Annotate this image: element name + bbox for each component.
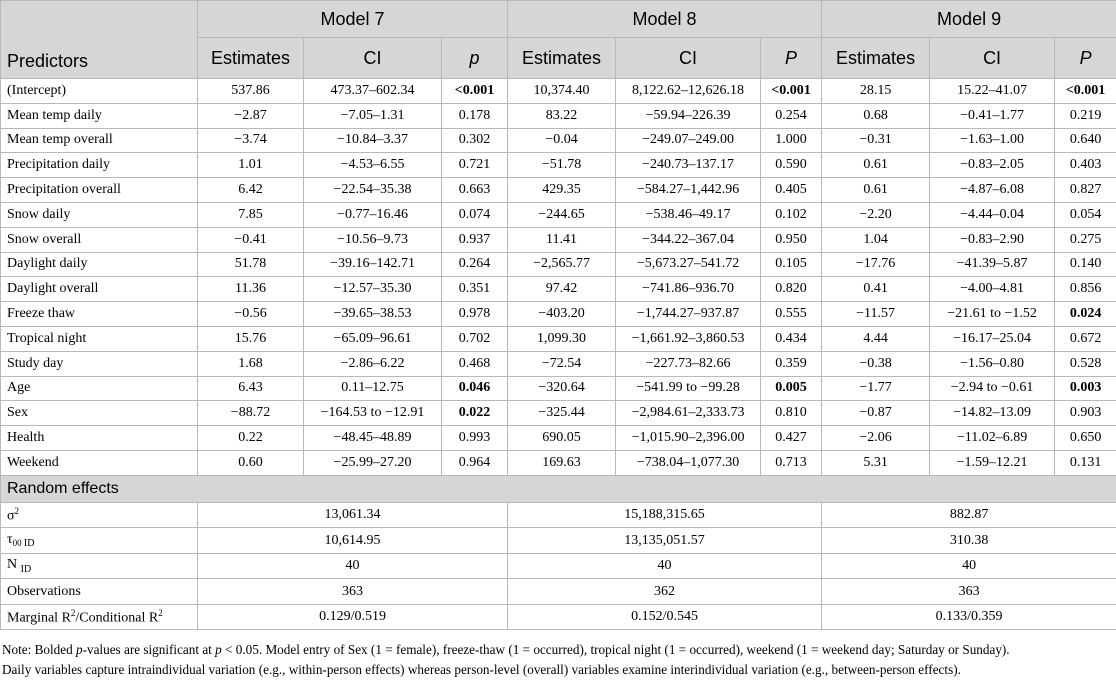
estimate-cell: −244.65: [508, 202, 616, 227]
ci-cell: −0.41–1.77: [930, 103, 1055, 128]
estimate-cell: 169.63: [508, 450, 616, 475]
observations-model-9: 363: [822, 579, 1116, 605]
ci-cell: −0.77–16.46: [304, 202, 442, 227]
estimates-header: Estimates: [508, 38, 616, 79]
estimate-cell: 15.76: [198, 326, 304, 351]
ci-cell: −4.87–6.08: [930, 178, 1055, 203]
ci-cell: −538.46–49.17: [616, 202, 761, 227]
predictor-label: Freeze thaw: [1, 302, 198, 327]
table-row: [1, 528, 1116, 554]
p-value-cell: 0.468: [442, 351, 508, 376]
p-value-cell: 0.856: [1055, 277, 1116, 302]
estimate-cell: 7.85: [198, 202, 304, 227]
predictor-label: Precipitation daily: [1, 153, 198, 178]
p-value-cell: 0.964: [442, 450, 508, 475]
ci-cell: −7.05–1.31: [304, 103, 442, 128]
p-value-cell: 0.131: [1055, 450, 1116, 475]
estimate-cell: −51.78: [508, 153, 616, 178]
p-header: P: [1055, 38, 1116, 79]
table-row: [1, 326, 1116, 351]
p-value-cell: 0.590: [761, 153, 822, 178]
estimate-cell: 5.31: [822, 450, 930, 475]
p-value-cell: 0.405: [761, 178, 822, 203]
p-value-cell: 0.427: [761, 426, 822, 451]
estimate-cell: 11.41: [508, 227, 616, 252]
p-value-cell: <0.001: [761, 79, 822, 104]
ci-cell: −10.84–3.37: [304, 128, 442, 153]
ci-cell: −584.27–1,442.96: [616, 178, 761, 203]
estimate-cell: 1,099.30: [508, 326, 616, 351]
predictor-label: Weekend: [1, 450, 198, 475]
estimate-cell: 1.68: [198, 351, 304, 376]
p-value-cell: 0.950: [761, 227, 822, 252]
table-row: [1, 252, 1116, 277]
r2-model-7: 0.129/0.519: [198, 604, 508, 630]
p-value-cell: 0.024: [1055, 302, 1116, 327]
p-value-cell: 0.403: [1055, 153, 1116, 178]
estimate-cell: 0.22: [198, 426, 304, 451]
ci-cell: −541.99 to −99.28: [616, 376, 761, 401]
random-effects-body: [1, 475, 1116, 630]
note-line-2: Daily variables capture intraindividual variation (e.g., within-person effects) whereas person-level (overall) variables examine interindividual variation (e.g., between-person effects).: [2, 660, 1116, 680]
estimate-cell: −17.76: [822, 252, 930, 277]
table-row: [1, 302, 1116, 327]
observations-label: Observations: [1, 579, 198, 605]
r2-label: Marginal $R^2$/Conditional $R^2$: [1, 604, 198, 630]
p-value-cell: 0.275: [1055, 227, 1116, 252]
ci-cell: −227.73–82.66: [616, 351, 761, 376]
sigma-label: $\sigma^2$: [1, 502, 198, 528]
estimates-header: Estimates: [198, 38, 304, 79]
fixed-effects-body: [1, 79, 1116, 476]
ci-cell: −1.59–12.21: [930, 450, 1055, 475]
estimate-cell: 28.15: [822, 79, 930, 104]
p-header: P: [761, 38, 822, 79]
estimate-cell: −320.64: [508, 376, 616, 401]
estimate-cell: 0.61: [822, 178, 930, 203]
predictor-label: Precipitation overall: [1, 178, 198, 203]
ci-cell: −738.04–1,077.30: [616, 450, 761, 475]
table-row: [1, 604, 1116, 630]
p-value-cell: <0.001: [442, 79, 508, 104]
table-row: [1, 178, 1116, 203]
estimate-cell: −403.20: [508, 302, 616, 327]
p-value-cell: 0.140: [1055, 252, 1116, 277]
ci-cell: −11.02–6.89: [930, 426, 1055, 451]
ci-cell: −4.53–6.55: [304, 153, 442, 178]
p-value-cell: 0.434: [761, 326, 822, 351]
ci-cell: −249.07–249.00: [616, 128, 761, 153]
table-row: [1, 401, 1116, 426]
ci-cell: −4.00–4.81: [930, 277, 1055, 302]
tau-model-9: 310.38: [822, 528, 1116, 554]
predictor-label: Snow daily: [1, 202, 198, 227]
p-value-cell: 0.810: [761, 401, 822, 426]
observations-model-7: 363: [198, 579, 508, 605]
tau-label: $\tau_{00 ID}$: [1, 528, 198, 554]
model-7-header: Model 7: [198, 1, 508, 38]
random-effects-title: Random effects: [1, 475, 1116, 502]
n-model-8: 40: [508, 553, 822, 579]
observations-model-8: 362: [508, 579, 822, 605]
ci-cell: −16.17–25.04: [930, 326, 1055, 351]
ci-header: CI: [616, 38, 761, 79]
estimate-cell: 11.36: [198, 277, 304, 302]
table-row: [1, 277, 1116, 302]
ci-cell: 0.11–12.75: [304, 376, 442, 401]
estimate-cell: 1.01: [198, 153, 304, 178]
p-value-cell: 0.672: [1055, 326, 1116, 351]
ci-cell: −12.57–35.30: [304, 277, 442, 302]
table-row: [1, 450, 1116, 475]
p-value-cell: 0.005: [761, 376, 822, 401]
estimate-cell: −2.87: [198, 103, 304, 128]
p-value-cell: 0.054: [1055, 202, 1116, 227]
p-value-cell: 0.022: [442, 401, 508, 426]
predictor-label: Daylight daily: [1, 252, 198, 277]
ci-cell: −1,744.27–937.87: [616, 302, 761, 327]
p-value-cell: 0.351: [442, 277, 508, 302]
ci-cell: −2.86–6.22: [304, 351, 442, 376]
ci-cell: −10.56–9.73: [304, 227, 442, 252]
p-value-cell: 0.702: [442, 326, 508, 351]
p-value-cell: 0.937: [442, 227, 508, 252]
estimate-cell: 537.86: [198, 79, 304, 104]
p-header: p: [442, 38, 508, 79]
p-value-cell: 0.359: [761, 351, 822, 376]
estimate-cell: 1.04: [822, 227, 930, 252]
table-row: [1, 351, 1116, 376]
ci-cell: −741.86–936.70: [616, 277, 761, 302]
tau-model-7: 10,614.95: [198, 528, 508, 554]
predictor-label: Mean temp daily: [1, 103, 198, 128]
table-row: [1, 79, 1116, 104]
p-value-cell: 0.102: [761, 202, 822, 227]
predictor-label: Health: [1, 426, 198, 451]
estimate-cell: 97.42: [508, 277, 616, 302]
estimate-cell: 0.41: [822, 277, 930, 302]
predictor-label: Tropical night: [1, 326, 198, 351]
estimate-cell: 429.35: [508, 178, 616, 203]
estimate-cell: −325.44: [508, 401, 616, 426]
ci-cell: −240.73–137.17: [616, 153, 761, 178]
ci-cell: −2,984.61–2,333.73: [616, 401, 761, 426]
p-value-cell: 0.074: [442, 202, 508, 227]
ci-cell: −0.83–2.05: [930, 153, 1055, 178]
sigma-model-9: 882.87: [822, 502, 1116, 528]
ci-cell: −1,661.92–3,860.53: [616, 326, 761, 351]
estimate-cell: −3.74: [198, 128, 304, 153]
table-row: [1, 502, 1116, 528]
p-value-cell: 0.640: [1055, 128, 1116, 153]
p-value-cell: 0.713: [761, 450, 822, 475]
ci-cell: −2.94 to −0.61: [930, 376, 1055, 401]
predictors-header: Predictors: [1, 1, 198, 79]
ci-header: CI: [930, 38, 1055, 79]
predictor-label: Mean temp overall: [1, 128, 198, 153]
table-row: [1, 153, 1116, 178]
table-row: [1, 553, 1116, 579]
estimate-cell: 0.68: [822, 103, 930, 128]
estimate-cell: −0.41: [198, 227, 304, 252]
estimate-cell: −0.56: [198, 302, 304, 327]
p-value-cell: 0.721: [442, 153, 508, 178]
p-value-cell: 0.105: [761, 252, 822, 277]
p-value-cell: <0.001: [1055, 79, 1116, 104]
estimate-cell: −2.06: [822, 426, 930, 451]
estimate-cell: −0.87: [822, 401, 930, 426]
p-value-cell: 0.219: [1055, 103, 1116, 128]
table-note: [0, 630, 1116, 680]
estimates-header: Estimates: [822, 38, 930, 79]
p-value-cell: 0.663: [442, 178, 508, 203]
p-value-cell: 0.978: [442, 302, 508, 327]
ci-cell: −5,673.27–541.72: [616, 252, 761, 277]
p-value-cell: 0.555: [761, 302, 822, 327]
ci-cell: 473.37–602.34: [304, 79, 442, 104]
estimate-cell: −2,565.77: [508, 252, 616, 277]
estimate-cell: −11.57: [822, 302, 930, 327]
n-model-9: 40: [822, 553, 1116, 579]
table-row: [1, 103, 1116, 128]
ci-cell: −22.54–35.38: [304, 178, 442, 203]
estimate-cell: 690.05: [508, 426, 616, 451]
ci-cell: −48.45–48.89: [304, 426, 442, 451]
predictor-label: Sex: [1, 401, 198, 426]
tau-model-8: 13,135,051.57: [508, 528, 822, 554]
ci-cell: −59.94–226.39: [616, 103, 761, 128]
p-value-cell: 1.000: [761, 128, 822, 153]
p-value-cell: 0.827: [1055, 178, 1116, 203]
ci-cell: −164.53 to −12.91: [304, 401, 442, 426]
sigma-model-7: 13,061.34: [198, 502, 508, 528]
p-value-cell: 0.302: [442, 128, 508, 153]
p-value-cell: 0.993: [442, 426, 508, 451]
p-value-cell: 0.650: [1055, 426, 1116, 451]
model-8-header: Model 8: [508, 1, 822, 38]
ci-cell: −0.83–2.90: [930, 227, 1055, 252]
r2-model-9: 0.133/0.359: [822, 604, 1116, 630]
estimate-cell: −2.20: [822, 202, 930, 227]
n-label: N $_{ID}$: [1, 553, 198, 579]
predictor-label: Study day: [1, 351, 198, 376]
ci-cell: −14.82–13.09: [930, 401, 1055, 426]
estimate-cell: −72.54: [508, 351, 616, 376]
p-value-cell: 0.178: [442, 103, 508, 128]
table-row: [1, 227, 1116, 252]
estimate-cell: 4.44: [822, 326, 930, 351]
estimate-cell: 83.22: [508, 103, 616, 128]
estimate-cell: 10,374.40: [508, 79, 616, 104]
estimate-cell: 0.61: [822, 153, 930, 178]
ci-cell: 15.22–41.07: [930, 79, 1055, 104]
ci-cell: −41.39–5.87: [930, 252, 1055, 277]
table-row: [1, 426, 1116, 451]
sigma-model-8: 15,188,315.65: [508, 502, 822, 528]
ci-cell: −39.16–142.71: [304, 252, 442, 277]
p-value-cell: 0.820: [761, 277, 822, 302]
predictor-label: Snow overall: [1, 227, 198, 252]
ci-cell: −4.44–0.04: [930, 202, 1055, 227]
estimate-cell: 6.43: [198, 376, 304, 401]
table-row: [1, 128, 1116, 153]
estimate-cell: −1.77: [822, 376, 930, 401]
ci-cell: −39.65–38.53: [304, 302, 442, 327]
ci-cell: −1.63–1.00: [930, 128, 1055, 153]
ci-cell: −1,015.90–2,396.00: [616, 426, 761, 451]
ci-cell: −65.09–96.61: [304, 326, 442, 351]
estimate-cell: −88.72: [198, 401, 304, 426]
p-value-cell: 0.528: [1055, 351, 1116, 376]
predictor-label: Daylight overall: [1, 277, 198, 302]
n-model-7: 40: [198, 553, 508, 579]
estimate-cell: 0.60: [198, 450, 304, 475]
p-value-cell: 0.903: [1055, 401, 1116, 426]
predictor-label: Age: [1, 376, 198, 401]
ci-cell: 8,122.62–12,626.18: [616, 79, 761, 104]
table-row: [1, 376, 1116, 401]
p-value-cell: 0.254: [761, 103, 822, 128]
p-value-cell: 0.264: [442, 252, 508, 277]
estimate-cell: −0.31: [822, 128, 930, 153]
model-9-header: Model 9: [822, 1, 1116, 38]
table-row: [1, 579, 1116, 605]
ci-cell: −1.56–0.80: [930, 351, 1055, 376]
note-line-1: Note: Bolded p-values are significant at p < 0.05. Model entry of Sex (1 = female), freeze-thaw (1 = occurred), tropical night (1 = occurred), weekend (1 = weekend day; Saturday or Sunday).: [2, 640, 1116, 660]
ci-cell: −25.99–27.20: [304, 450, 442, 475]
estimate-cell: −0.38: [822, 351, 930, 376]
ci-cell: −21.61 to −1.52: [930, 302, 1055, 327]
ci-header: CI: [304, 38, 442, 79]
estimate-cell: −0.04: [508, 128, 616, 153]
p-value-cell: 0.003: [1055, 376, 1116, 401]
p-value-cell: 0.046: [442, 376, 508, 401]
r2-model-8: 0.152/0.545: [508, 604, 822, 630]
table-row: [1, 202, 1116, 227]
ci-cell: −344.22–367.04: [616, 227, 761, 252]
estimate-cell: 51.78: [198, 252, 304, 277]
predictor-label: (Intercept): [1, 79, 198, 104]
estimate-cell: 6.42: [198, 178, 304, 203]
